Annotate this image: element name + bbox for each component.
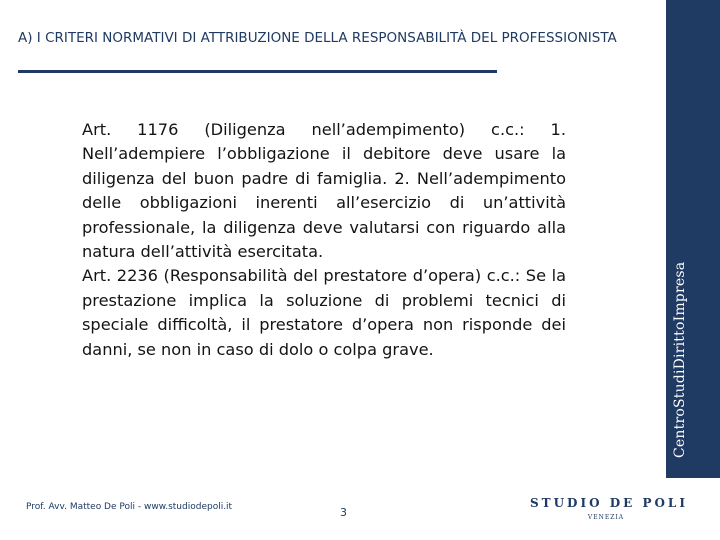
page-number: 3	[340, 506, 347, 519]
slide-body	[82, 118, 566, 362]
slide-title: A) I CRITERI NORMATIVI DI ATTRIBUZIONE DELLA RESPONSABILITÀ DEL PROFESSIONISTA	[18, 30, 617, 46]
footer-author: Prof. Avv. Matteo De Poli - www.studiodepoli.it	[26, 502, 233, 512]
article-2236-paragraph: Art. 2236 (Responsabilità del prestatore d’opera) c.c.: Se la prestazione implica la soluzione di problemi tecnici di speciale difficoltà, il prestatore d’opera non risponde dei danni, se non in caso di dolo o colpa grave.	[82, 266, 566, 359]
centro-studi-logo: CentroStudiDirittoImpresa	[672, 261, 688, 458]
studio-city: VENEZIA	[587, 514, 625, 521]
title-underline	[18, 70, 497, 73]
studio-name: STUDIO DE POLI	[530, 496, 688, 510]
studio-de-poli-logo	[530, 496, 688, 521]
article-1176-paragraph: Art. 1176 (Diligenza nell’adempimento) c.c.: 1. Nell’adempiere l’obbligazione il debitore deve usare la diligenza del buon padre di famiglia. 2. Nell’adempimento delle obbligazioni inerenti all’esercizio di un’attività professionale, la diligenza deve valutarsi con riguardo alla natura dell’attività esercitata.	[82, 120, 566, 262]
